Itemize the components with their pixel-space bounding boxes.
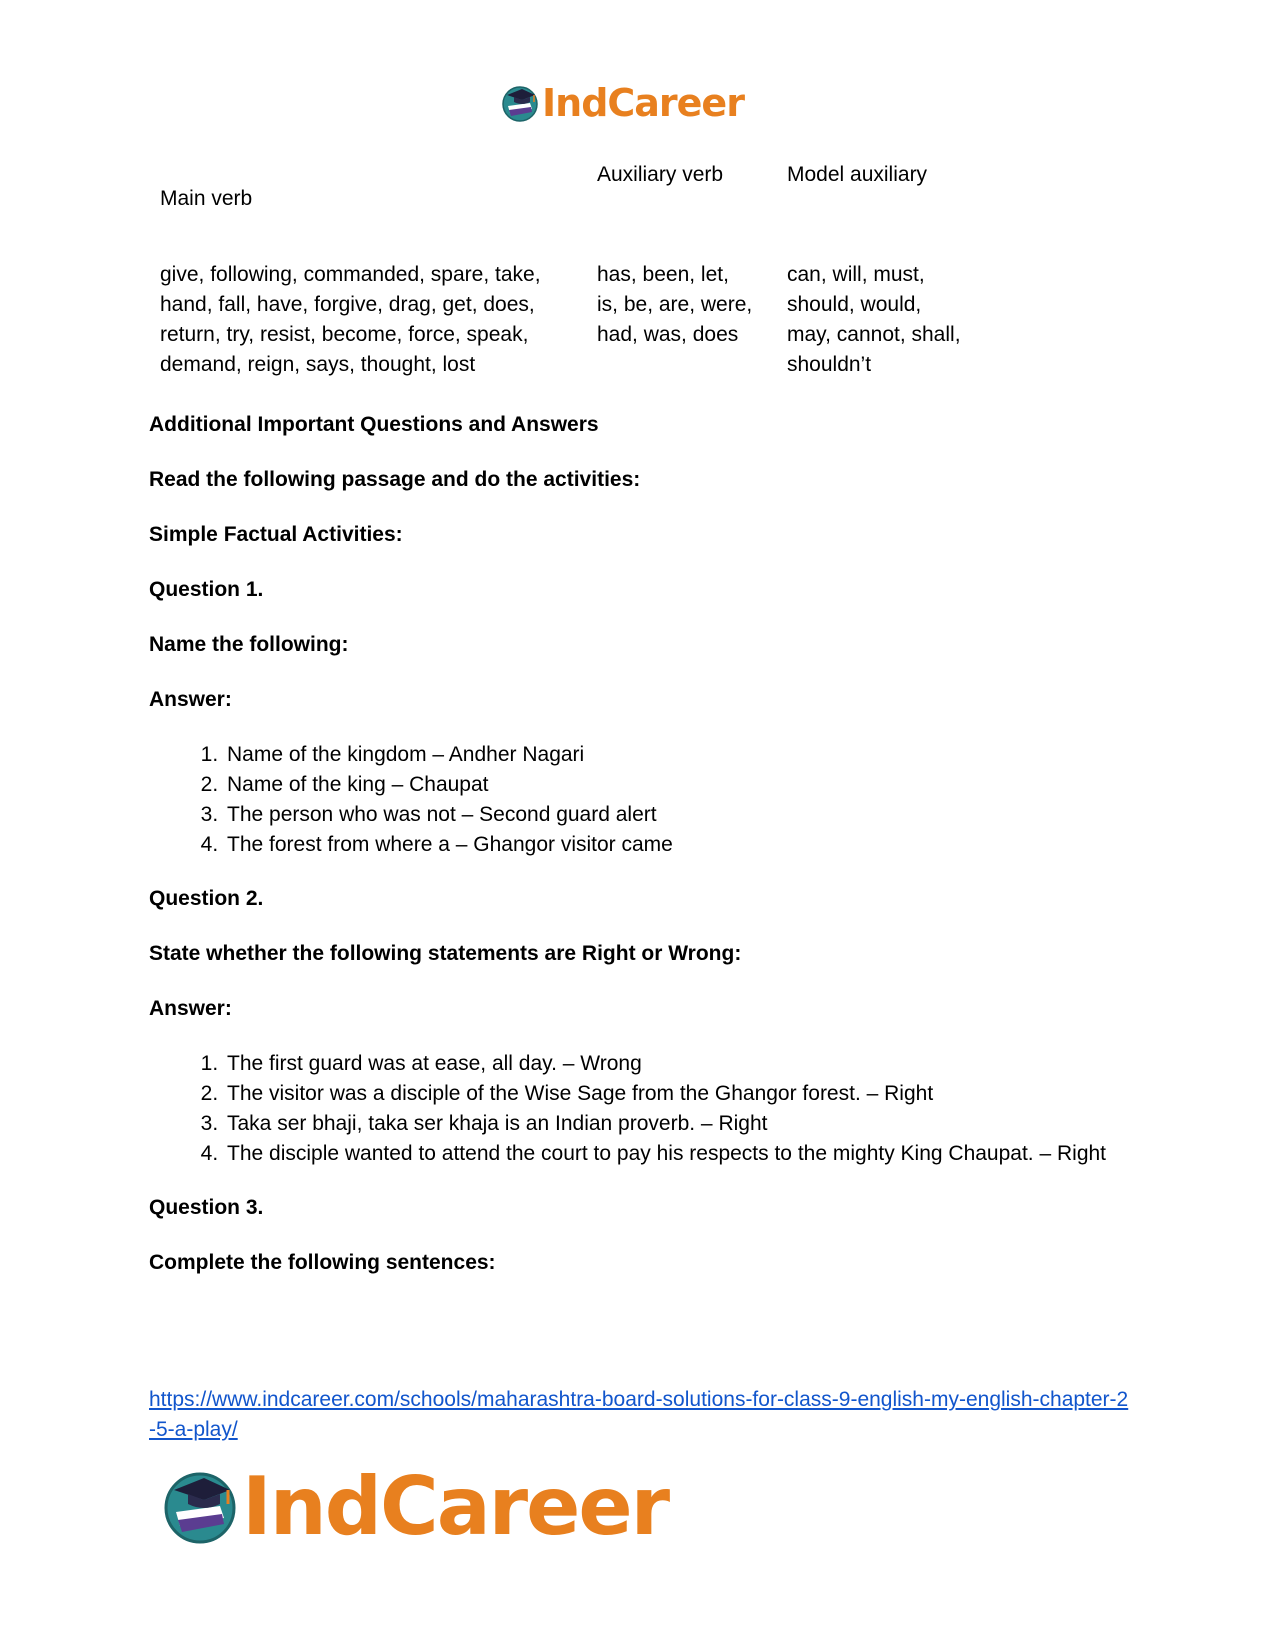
header-logo [500,80,744,126]
main-verb-header: Main verb [160,187,253,210]
list-item: 4. The disciple wanted to attend the court to pay his respects to the mighty King Chaupat. – Right [224,1139,1134,1169]
modal-auxiliary-list: can, will, must, should, would, may, cannot, shall, shouldn’t [787,263,961,376]
instruction: Read the following passage and do the activities: [149,468,641,491]
list-item: 1. Name of the kingdom – Andher Nagari [224,740,1134,770]
question-2-label: Question 2. [149,887,264,910]
activity-type: Simple Factual Activities: [149,523,403,546]
footer-logo [160,1460,668,1552]
question-2-answer-list [149,1049,1134,1169]
question-3-prompt: Complete the following sentences: [149,1251,496,1274]
auxiliary-verb-header: Auxiliary verb [597,163,724,186]
brand-wordmark: IndCareer [242,1459,669,1553]
question-2-answer-label: Answer: [149,997,232,1020]
question-1-label: Question 1. [149,578,264,601]
modal-auxiliary-header: Model auxiliary [787,163,928,186]
list-item: 2. Name of the king – Chaupat [224,770,1134,800]
question-3-label: Question 3. [149,1196,264,1219]
auxiliary-verb-list: has, been, let, is, be, are, were, had, was, does [597,263,753,346]
list-item: 3. The person who was not – Second guard alert [224,800,1134,830]
brand-wordmark: IndCareer [542,81,744,125]
section-title: Additional Important Questions and Answers [149,413,599,436]
main-verb-list: give, following, commanded, spare, take, hand, fall, have, forgive, drag, get, does, return, try, resist, become, force, speak, demand, reign, says, thought, lost [160,263,541,376]
question-2-prompt: State whether the following statements are Right or Wrong: [149,942,742,965]
list-item: 3. Taka ser bhaji, taka ser khaja is an Indian proverb. – Right [224,1109,1134,1139]
document-body [149,410,1134,1303]
question-1-answer-label: Answer: [149,688,232,711]
question-1-prompt: Name the following: [149,633,349,656]
source-link[interactable]: https://www.indcareer.com/schools/maharashtra-board-solutions-for-class-9-english-my-english-chapter-2-5-a-play/ [149,1388,1129,1441]
list-item: 2. The visitor was a disciple of the Wise Sage from the Ghangor forest. – Right [224,1079,1134,1109]
list-item: 1. The first guard was at ease, all day. – Wrong [224,1049,1134,1079]
question-1-answer-list [149,740,1134,860]
graduation-cap-books-globe-icon [160,1466,240,1546]
list-item: 4. The forest from where a – Ghangor visitor came [224,830,1134,860]
graduation-cap-books-globe-icon [500,83,540,123]
